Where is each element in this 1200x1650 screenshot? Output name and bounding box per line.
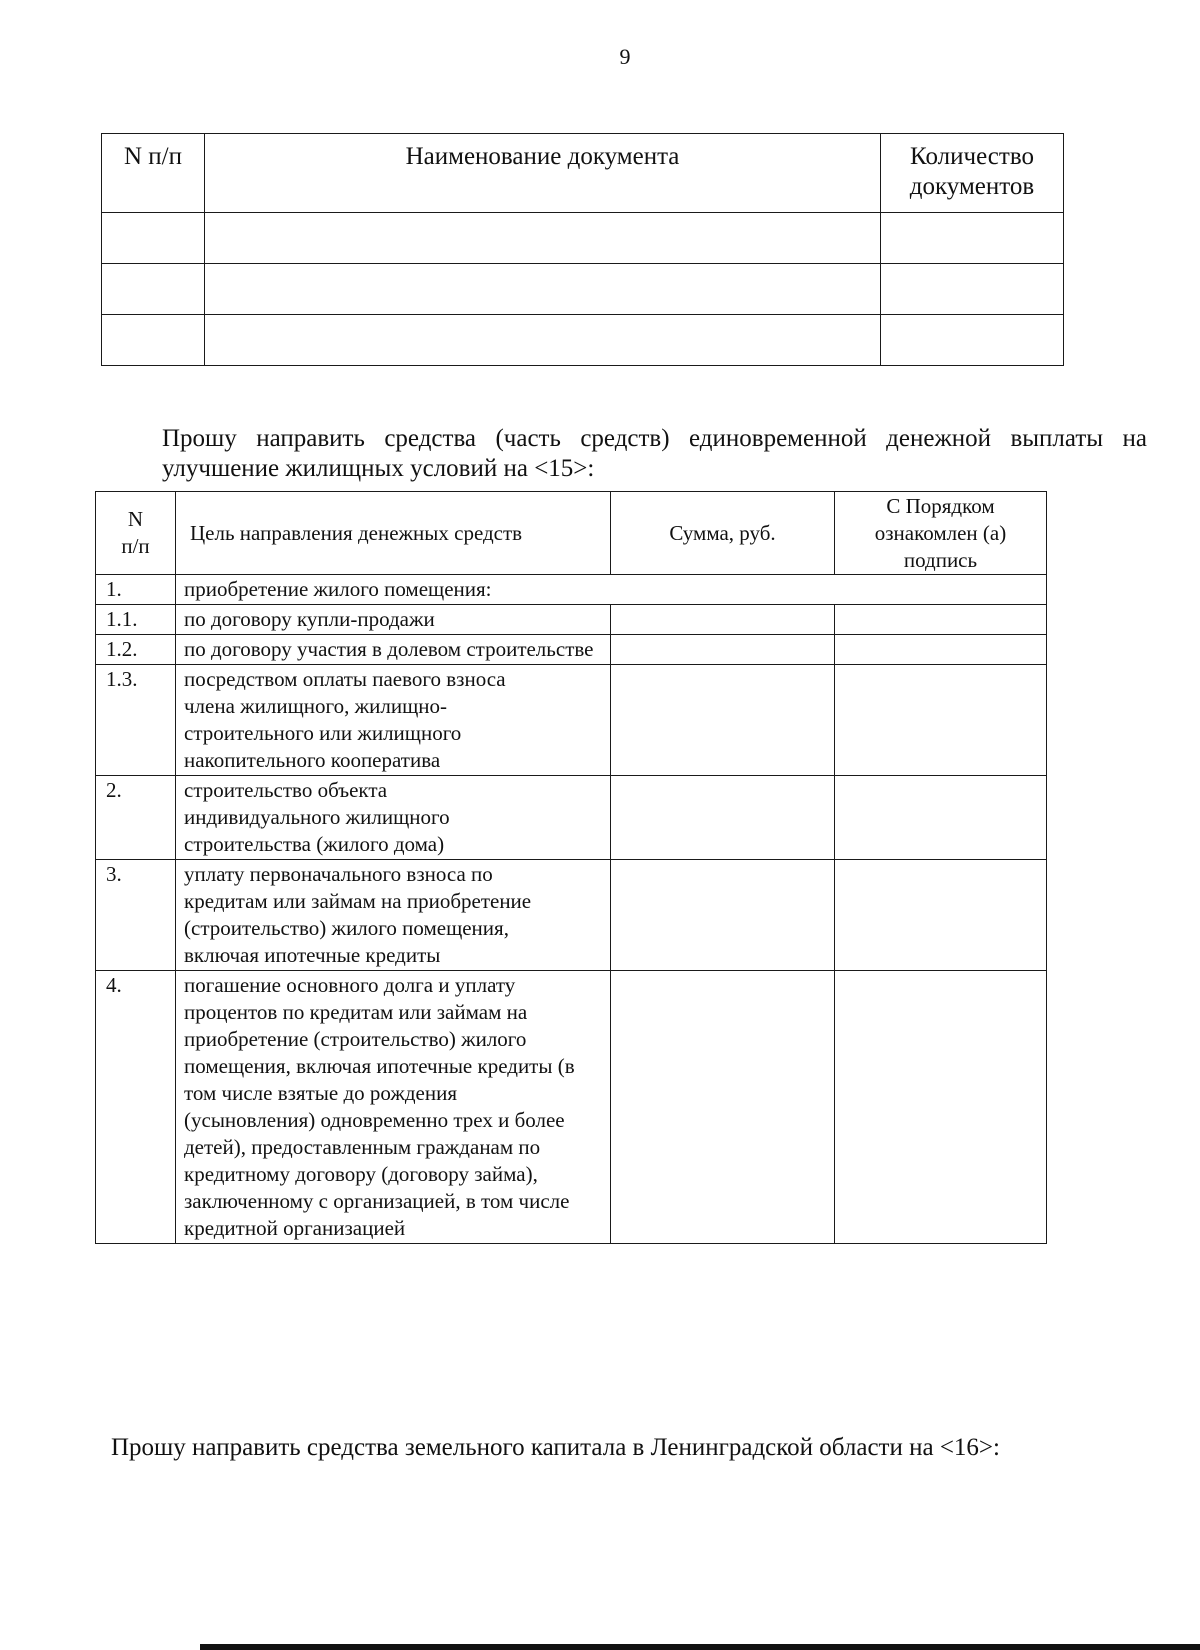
purpose-header-amount: Сумма, руб. xyxy=(611,492,835,575)
purpose-row-2 xyxy=(96,776,1047,860)
purpose-row-goal: строительство объекта индивидуального жилищного строительства (жилого дома) xyxy=(176,776,611,860)
purpose-row-1-1 xyxy=(96,605,1047,635)
purpose-row-3 xyxy=(96,860,1047,971)
purpose-row-amount[interactable] xyxy=(611,635,835,665)
purpose-row-amount[interactable] xyxy=(611,971,835,1244)
purpose-row-goal: приобретение жилого помещения: xyxy=(176,575,1047,605)
documents-cell-name[interactable] xyxy=(205,315,881,366)
purpose-header-signature: С Порядком ознакомлен (а) подпись xyxy=(835,492,1047,575)
documents-header-number: N п/п xyxy=(102,134,205,213)
documents-cell-count[interactable] xyxy=(881,213,1064,264)
purpose-row-amount[interactable] xyxy=(611,776,835,860)
purpose-header-number xyxy=(96,492,176,575)
documents-table-row xyxy=(102,213,1064,264)
purpose-row-signature[interactable] xyxy=(835,971,1047,1244)
purpose-row-amount[interactable] xyxy=(611,860,835,971)
purpose-row-amount[interactable] xyxy=(611,605,835,635)
purpose-row-number: 1. xyxy=(96,575,176,605)
purpose-header-number-text: N п/п xyxy=(121,507,150,558)
purpose-table xyxy=(95,491,1047,1244)
purpose-row-signature[interactable] xyxy=(835,635,1047,665)
purpose-row-number: 1.2. xyxy=(96,635,176,665)
documents-header-count: Количество документов xyxy=(881,134,1064,213)
purpose-row-4 xyxy=(96,971,1047,1244)
purpose-row-number: 2. xyxy=(96,776,176,860)
documents-table-header-row xyxy=(102,134,1064,213)
documents-cell-number[interactable] xyxy=(102,264,205,315)
purpose-header-goal: Цель направления денежных средств xyxy=(176,492,611,575)
purpose-row-goal: посредством оплаты паевого взноса члена жилищного, жилищно-строительного или жилищного накопительного кооператива xyxy=(176,665,611,776)
documents-table xyxy=(101,133,1064,366)
documents-table-row xyxy=(102,264,1064,315)
purpose-row-1 xyxy=(96,575,1047,605)
documents-cell-name[interactable] xyxy=(205,213,881,264)
purpose-row-signature[interactable] xyxy=(835,665,1047,776)
documents-cell-number[interactable] xyxy=(102,213,205,264)
documents-cell-count[interactable] xyxy=(881,264,1064,315)
purpose-row-signature[interactable] xyxy=(835,605,1047,635)
documents-header-name: Наименование документа xyxy=(205,134,881,213)
documents-table-row xyxy=(102,315,1064,366)
page-number: 9 xyxy=(619,44,631,69)
scan-edge-divider xyxy=(200,1644,1200,1650)
purpose-row-number: 3. xyxy=(96,860,176,971)
purpose-row-number: 4. xyxy=(96,971,176,1244)
purpose-row-number: 1.1. xyxy=(96,605,176,635)
documents-cell-count[interactable] xyxy=(881,315,1064,366)
purpose-row-1-3 xyxy=(96,665,1047,776)
purpose-row-1-2 xyxy=(96,635,1047,665)
purpose-row-goal xyxy=(176,635,611,665)
purpose-row-goal: по договору купли-продажи xyxy=(176,605,611,635)
documents-cell-number[interactable] xyxy=(102,315,205,366)
documents-cell-name[interactable] xyxy=(205,264,881,315)
payment-request-paragraph: Прошу направить средства (часть средств) единовременной денежной выплаты на улучшение жилищных условий на <15>: xyxy=(162,425,1147,482)
purpose-row-number: 1.3. xyxy=(96,665,176,776)
purpose-row-signature[interactable] xyxy=(835,860,1047,971)
purpose-row-goal: погашение основного долга и уплату процентов по кредитам или займам на приобретение (строительство) жилого помещения, включая ипотечные кредиты (в том числе взятые до рождения (усыновления) одновременно трех и более детей), предоставленным гражданам по кредитному договору (договору займа), заключенному с организацией, в том числе кредитной организацией xyxy=(176,971,611,1244)
purpose-row-signature[interactable] xyxy=(835,776,1047,860)
land-capital-paragraph: Прошу направить средства земельного капитала в Ленинградской области на <16>: xyxy=(111,1434,1000,1461)
purpose-table-header-row xyxy=(96,492,1047,575)
purpose-row-goal: уплату первоначального взноса по кредитам или займам на приобретение (строительство) жилого помещения, включая ипотечные кредиты xyxy=(176,860,611,971)
purpose-row-goal-text: по договору участия в долевом строительстве xyxy=(184,637,594,661)
purpose-row-amount[interactable] xyxy=(611,665,835,776)
